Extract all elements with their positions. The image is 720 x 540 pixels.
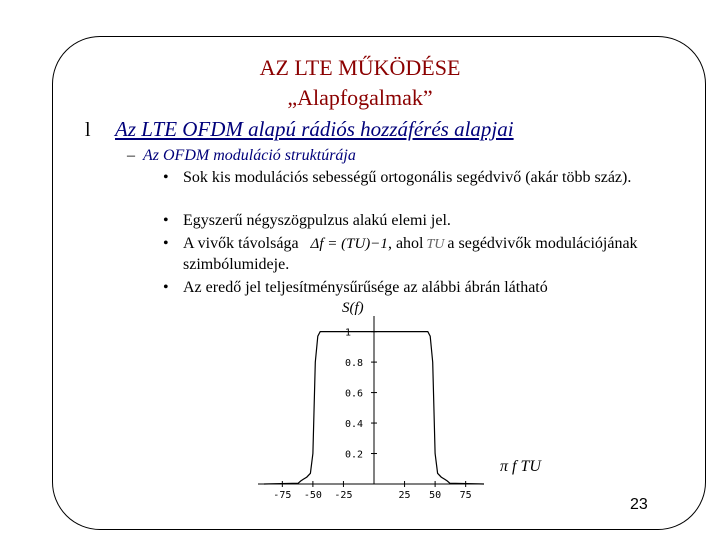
x-axis-label: π f TU (500, 458, 541, 475)
bullet-text: Sok kis modulációs sebességű ortogonális segédvivő (akár több száz). (183, 169, 632, 186)
subheading-text: Az OFDM moduláció struktúrája (143, 147, 356, 164)
heading-text: Az LTE OFDM alapú rádiós hozzáférés alapjai (115, 117, 514, 141)
bullet-dot-icon: • (163, 212, 169, 229)
bullet-text-mid: , ahol (387, 235, 424, 252)
x-tick-label: 25 (398, 490, 411, 501)
slide-subtitle: „Alapfogalmak” (287, 85, 433, 110)
y-tick-label: 0.8 (345, 358, 364, 370)
bullet-text-start: A vivők távolsága (183, 235, 299, 252)
x-tick-label: -50 (303, 490, 322, 501)
x-tick-label: 75 (459, 490, 472, 501)
slide-title: AZ LTE MŰKÖDÉSE (259, 55, 461, 80)
bullet-text: Egyszerű négyszögpulzus alakú elemi jel. (183, 212, 451, 229)
y-tick-label: 1 (345, 327, 352, 339)
y-tick-label: 0.6 (345, 388, 364, 400)
y-tick-label: 0.2 (345, 449, 364, 461)
bullet-dot-icon: • (163, 235, 169, 252)
page-number: 23 (630, 496, 648, 513)
bullet-dot-icon: • (163, 169, 169, 186)
x-tick-label: -75 (273, 490, 292, 501)
bullet-icon: l (85, 119, 91, 141)
y-tick-label: 0.4 (345, 419, 364, 431)
x-tick-label: 50 (429, 490, 442, 501)
bullet-text: Az eredő jel teljesítménysűrűsége az alábbi ábrán látható (183, 279, 548, 296)
bullet-dot-icon: • (163, 279, 169, 296)
dash-icon: – (127, 147, 135, 164)
x-tick-label: -25 (334, 490, 353, 501)
symbol-tu: TU (426, 237, 445, 252)
bullet-text-end: a segédvivők modulációjának szimbólumideje. (183, 235, 638, 273)
spacing-formula: Δf = (TU)−1 (310, 236, 388, 252)
y-axis-label: S(f) (342, 300, 364, 316)
